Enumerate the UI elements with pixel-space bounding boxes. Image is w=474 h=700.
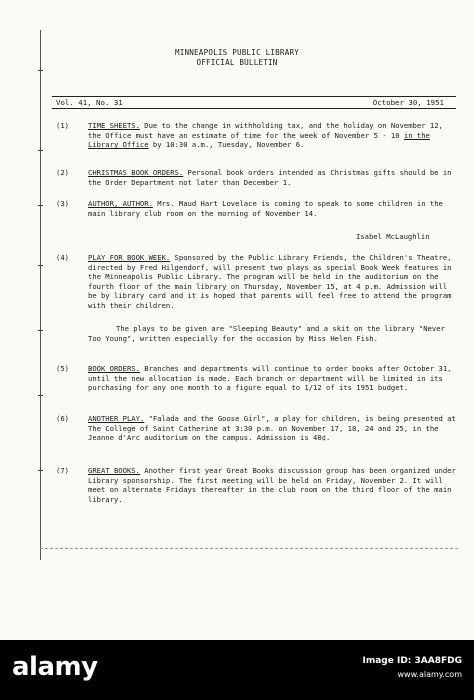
- margin-tick: [38, 265, 43, 266]
- item-heading: BOOK ORDERS.: [88, 364, 140, 373]
- volume-number: Vol. 41, No. 31: [56, 98, 123, 107]
- item-text: Branches and departments will continue to order books after October 31, until the new allocation is made. Each branch or department will be limited in its purchasing for any one month to a figure equal to 1/12 of its 1951 budget.: [88, 364, 452, 393]
- item-great-books: [56, 466, 456, 504]
- signature-name: Isabel McLaughlin: [356, 232, 430, 241]
- item-text: Due to the change in withholding tax, and the holiday on November 12, the Office must have an estimate of time for the week of November 5 - 10: [88, 121, 443, 140]
- item-text: Personal book orders intended as Christmas gifts should be in the Order Department not later than December 1.: [88, 168, 452, 187]
- margin-tick: [38, 395, 43, 396]
- bulletin-title: OFFICIAL BULLETIN: [196, 58, 278, 67]
- item-christmas-book-orders: [56, 168, 456, 187]
- margin-tick: [38, 150, 43, 151]
- item-play-second-paragraph: The plays to be given are "Sleeping Beauty" and a skit on the library "Never Too Young", written especially for the occasion by Miss Helen Fish.: [88, 324, 445, 343]
- bulletin-header: [0, 48, 474, 68]
- page-bottom-rule: [40, 548, 458, 550]
- item-underlined-text: in the Library Office: [88, 130, 430, 150]
- image-id: Image ID: 3AA8FDG: [362, 656, 462, 666]
- item-number: (3): [56, 199, 69, 208]
- item-heading: ANOTHER PLAY.: [88, 414, 145, 423]
- volume-bar: [52, 96, 456, 109]
- issue-date: October 30, 1951: [372, 98, 444, 107]
- alamy-logo: alamy: [12, 652, 98, 682]
- library-name: MINNEAPOLIS PUBLIC LIBRARY: [174, 48, 300, 57]
- item-number: (2): [56, 168, 69, 177]
- margin-tick: [38, 470, 43, 471]
- item-heading: GREAT BOOKS.: [88, 466, 140, 475]
- item-play-for-book-week: [56, 253, 456, 311]
- item-book-orders: [56, 364, 456, 393]
- margin-tick: [38, 70, 43, 71]
- margin-tick: [38, 205, 43, 206]
- item-number: (7): [56, 466, 69, 475]
- item-time-sheets: [56, 121, 456, 150]
- item-text: Mrs. Maud Hart Lovelace is coming to speak to some children in the main library club room on the morning of November 14.: [88, 199, 443, 218]
- watermark-info: [363, 654, 463, 682]
- item-number: (4): [56, 253, 69, 262]
- item-text: "Falada and the Goose Girl", a play for children, is being presented at The College of Saint Catherine at 3:30 p.m. on November 17, 18, 24 and 25, in the Jeanne d'Arc auditorium on the campus. Admission is 40¢.: [88, 414, 456, 443]
- watermark-bar: [0, 640, 474, 700]
- left-margin-rule: [40, 30, 41, 560]
- item-number: (5): [56, 364, 69, 373]
- item-text: Another first year Great Books discussion group has been organized under Library sponsorship. The first meeting will be held on Friday, November 2. It will meet on alternate Fridays thereafter in the club room on the third floor of the main library.: [88, 466, 456, 504]
- item-text: Sponsored by the Public Library Friends, the Children's Theatre, directed by Fred Hilgendorf, will present two plays as special Book Week features in the Minneapolis Public Library. The program will be held in the auditorium on the fourth floor of the main library on Thursday, November 15, at 4 p.m. Admission will be by library card and it is hoped that parents will feel free to attend the program with their children.: [88, 253, 452, 310]
- item-heading: CHRISTMAS BOOK ORDERS.: [88, 168, 184, 177]
- item-number: (6): [56, 414, 69, 423]
- item-author-author: [56, 199, 456, 218]
- item-text: by 10:30 a.m., Tuesday, November 6.: [148, 140, 305, 150]
- watermark-site: www.alamy.com: [397, 670, 462, 679]
- item-heading: AUTHOR, AUTHOR.: [88, 199, 153, 208]
- item-number: (1): [56, 121, 69, 130]
- item-heading: PLAY FOR BOOK WEEK.: [88, 253, 171, 262]
- margin-tick: [38, 330, 43, 331]
- item-heading: TIME SHEETS.: [88, 121, 140, 130]
- item-another-play: [56, 414, 456, 443]
